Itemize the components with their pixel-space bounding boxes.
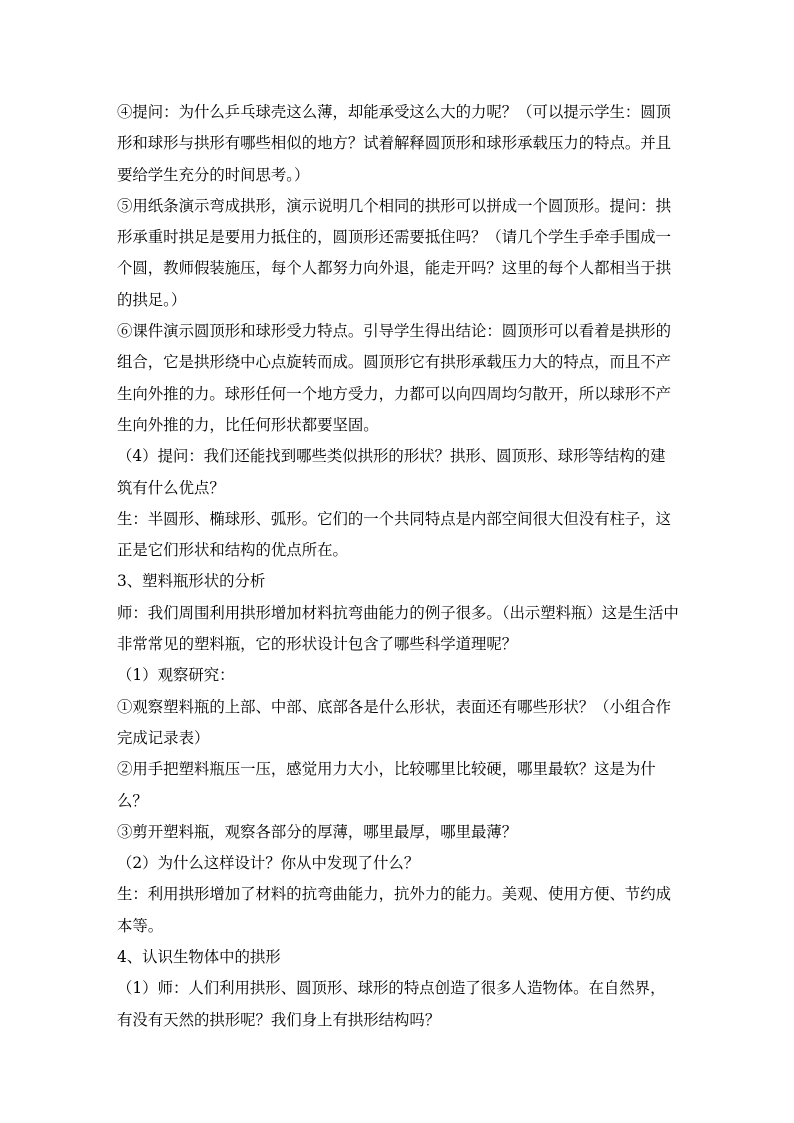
paragraph-ping-pong-question: ④提问：为什么乒乓球壳这么薄，却能承受这么大的力呢？（可以提示学生：圆顶形和球形与拱形有哪些相似的地方？试着解释圆顶形和球形承载压力的特点。并且要给学生充分的时间思考。） xyxy=(117,103,672,184)
paragraph-natural-arch-question: （1）师：人们利用拱形、圆顶形、球形的特点创造了很多人造物体。在自然界，有没有天然的拱形呢？我们身上有拱形结构吗？ xyxy=(117,979,666,1029)
paragraph-press-bottle: ②用手把塑料瓶压一压，感觉用力大小，比较哪里比较硬，哪里最软？这是为什么？ xyxy=(117,760,656,810)
paragraph-observe-research: （1）观察研究： xyxy=(117,666,235,685)
section-heading-biological-arch: 4、认识生物体中的拱形 xyxy=(117,948,281,967)
paragraph-arch-shapes-question: （4）提问：我们还能找到哪些类似拱形的形状？拱形、圆顶形、球形等结构的建筑有什么优点？ xyxy=(117,447,666,497)
document-body xyxy=(117,97,679,1036)
paragraph-student-answer-shapes: 生：半圆形、椭球形、弧形。它们的一个共同特点是内部空间很大但没有柱子，这正是它们形状和结构的优点所在。 xyxy=(117,509,672,560)
section-heading-plastic-bottle: 3、塑料瓶形状的分析 xyxy=(117,572,266,591)
paragraph-why-design: （2）为什么这样设计？你从中发现了什么？ xyxy=(117,854,420,873)
paragraph-observe-shapes: ①观察塑料瓶的上部、中部、底部各是什么形状，表面还有哪些形状？（小组合作完成记录表） xyxy=(117,697,672,747)
paragraph-cut-bottle: ③剪开塑料瓶，观察各部分的厚薄，哪里最厚，哪里最薄？ xyxy=(117,822,518,841)
paragraph-dome-force-demo: ⑥课件演示圆顶形和球形受力特点。引导学生得出结论：圆顶形可以看着是拱形的组合，它是拱形绕中心点旋转而成。圆顶形它有拱形承载压力大的特点，而且不产生向外推的力。球形任何一个地方受力，力都可以向四周均匀散开，所以球形不产生向外推的力，比任何形状都要坚固。 xyxy=(117,322,672,434)
paragraph-teacher-plastic-bottle: 师：我们周围利用拱形增加材料抗弯曲能力的例子很多。（出示塑料瓶）这是生活中非常常见的塑料瓶，它的形状设计包含了哪些科学道理呢？ xyxy=(117,603,679,654)
paragraph-paper-arch-demo: ⑤用纸条演示弯成拱形，演示说明几个相同的拱形可以拼成一个圆顶形。提问：拱形承重时拱足是要用力抵住的，圆顶形还需要抵住吗？（请几个学生手牵手围成一个圆，教师假装施压，每个人都努力向外退，能走开吗？这里的每个人都相当于拱的拱足。） xyxy=(117,196,672,309)
paragraph-student-answer-design: 生：利用拱形增加了材料的抗弯曲能力，抗外力的能力。美观、使用方便、节约成本等。 xyxy=(117,885,672,935)
